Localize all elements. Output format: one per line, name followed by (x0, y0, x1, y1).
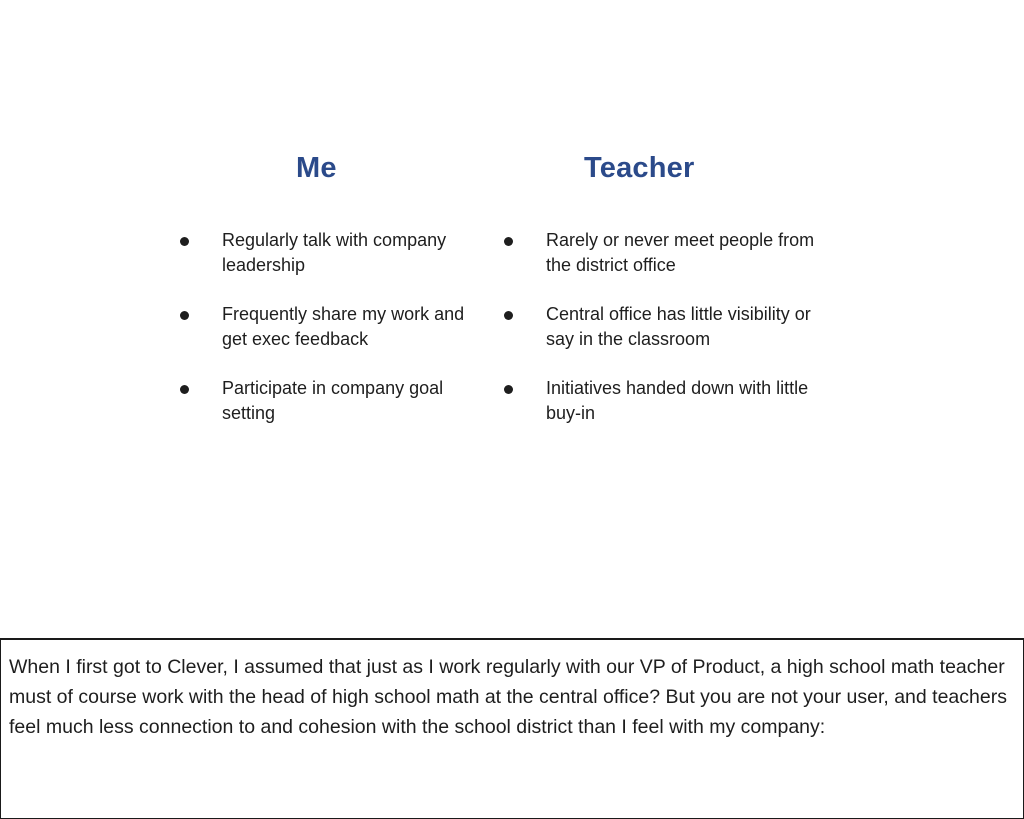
list-item (178, 228, 478, 278)
bullet-icon (180, 385, 189, 394)
list-item-text: Central office has little visibility or say in the classroom (546, 304, 811, 349)
list-item (502, 302, 842, 352)
teacher-column-heading: Teacher (584, 152, 695, 184)
bullet-icon (180, 311, 189, 320)
list-item (178, 376, 478, 426)
bullet-icon (504, 385, 513, 394)
list-item-text: Initiatives handed down with little buy-in (546, 378, 809, 423)
list-item-text: Participate in company goal setting (222, 378, 444, 423)
list-item (502, 228, 842, 278)
list-item (502, 376, 842, 426)
speaker-notes-panel[interactable] (0, 638, 1024, 819)
speaker-notes-text[interactable]: When I first got to Clever, I assumed that just as I work regularly with our VP of Product, a high school math teacher must of course work with the head of high school math at the central office? But you are not your user, and teachers feel much less connection to and cohesion with the school district than I feel with my company: (9, 656, 1007, 738)
list-item-text: Regularly talk with company leadership (222, 230, 447, 275)
me-column-heading: Me (296, 152, 337, 184)
bullet-icon (180, 237, 189, 246)
bullet-icon (504, 237, 513, 246)
list-item (178, 302, 478, 352)
me-bullet-list (178, 228, 478, 450)
teacher-bullet-list (502, 228, 842, 450)
list-item-text: Frequently share my work and get exec feedback (222, 304, 465, 349)
list-item-text: Rarely or never meet people from the district office (546, 230, 815, 275)
bullet-icon (504, 311, 513, 320)
